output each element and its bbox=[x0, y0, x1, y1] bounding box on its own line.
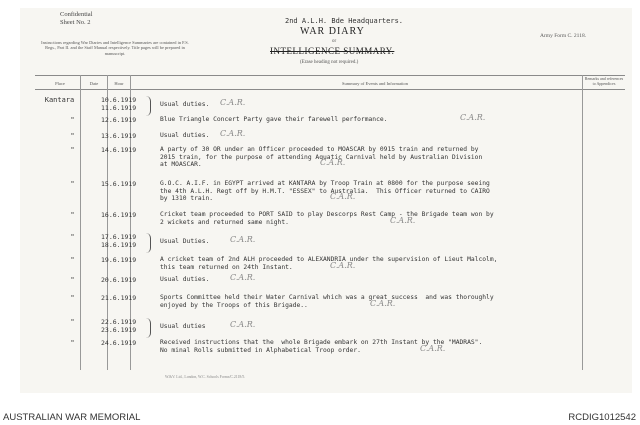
entry-place: " bbox=[70, 276, 75, 284]
entry-place: Kantara bbox=[44, 96, 75, 104]
entry-summary: Blue Triangle Concert Party gave their farewell performance. bbox=[160, 116, 388, 123]
entry-summary: Usual duties. bbox=[160, 276, 210, 283]
unit-heading: 2nd A.L.H. Bde Headquarters. bbox=[285, 17, 404, 25]
entry-date: 12.6.1919 bbox=[101, 116, 137, 124]
confidential-text: Confidential bbox=[60, 11, 93, 18]
officer-initials: C.A.R. bbox=[220, 98, 246, 107]
intelligence-summary-title: INTELLIGENCE SUMMARY. bbox=[270, 46, 395, 56]
entry-summary: Usual duties bbox=[160, 323, 206, 330]
entry-date: 15.6.1919 bbox=[101, 180, 137, 188]
entry-date: 20.6.1919 bbox=[101, 276, 137, 284]
entry-summary: Sports Committee held their Water Carnival which was a great success and was thoroughly enjoyed by the Troops of this Brigade.. bbox=[160, 294, 494, 309]
officer-initials: C.A.R. bbox=[230, 235, 256, 244]
entry-date: 18.6.1919 bbox=[101, 241, 137, 249]
entry-date: 11.6.1919 bbox=[101, 104, 137, 112]
entry-place: " bbox=[70, 132, 75, 140]
officer-initials: C.A.R. bbox=[230, 320, 256, 329]
hour-column-header: Hour bbox=[114, 81, 124, 86]
summary-column-header: Summary of Events and Information bbox=[342, 81, 408, 86]
entry-summary: Usual duties. bbox=[160, 132, 210, 139]
officer-initials: C.A.R. bbox=[330, 260, 356, 270]
entry-place: " bbox=[70, 211, 75, 219]
entry-date: 22.6.1919 bbox=[101, 318, 137, 326]
printer-imprint: W.&V. Ltd., London, W.C. Schools Forms/C.2118/5. bbox=[165, 375, 246, 379]
officer-initials: C.A.R. bbox=[370, 298, 396, 308]
entry-date: 16.6.1919 bbox=[101, 211, 137, 219]
entry-summary: Cricket team proceeded to PORT SAID to play Descorps Rest Camp - the Brigade team won by 2 wickets and returned same night. bbox=[160, 211, 494, 226]
officer-initials: C.A.R. bbox=[420, 343, 446, 353]
entry-place: " bbox=[70, 146, 75, 154]
place-column-header: Place bbox=[55, 81, 65, 86]
entry-place: " bbox=[70, 294, 75, 302]
officer-initials: C.A.R. bbox=[220, 129, 246, 138]
entry-summary: G.O.C. A.I.F. in EGYPT arrived at KANTARA by Troop Train at 0800 for the purpose seeing the 4th A.L.H. Regt off by H.M.T. "ESSEX" to Australia. This Officer returned to CAIRO by 1310 train. bbox=[160, 180, 490, 203]
war-diary-title: WAR DIARY bbox=[300, 26, 365, 37]
sheet-number: Sheet No. 2 bbox=[60, 19, 91, 26]
entry-date: 24.6.1919 bbox=[101, 339, 137, 347]
record-id: RCDIG1012542 bbox=[568, 412, 636, 423]
entry-date: 17.6.1919 bbox=[101, 233, 137, 241]
entry-summary: Usual Duties. bbox=[160, 238, 210, 245]
entry-date: 23.6.1919 bbox=[101, 326, 137, 334]
entry-date: 21.6.1919 bbox=[101, 294, 137, 302]
entry-summary: Usual duties. bbox=[160, 101, 210, 108]
officer-initials: C.A.R. bbox=[460, 113, 486, 122]
or-word: or bbox=[332, 39, 337, 44]
officer-initials: C.A.R. bbox=[330, 192, 356, 202]
entry-date: 19.6.1919 bbox=[101, 256, 137, 264]
date-column-header: Date bbox=[89, 81, 99, 86]
entry-place: " bbox=[70, 339, 75, 347]
officer-initials: C.A.R. bbox=[320, 158, 346, 168]
entry-place: " bbox=[70, 233, 75, 241]
confidential-label bbox=[60, 11, 93, 27]
erase-note: (Erase heading not required.) bbox=[300, 60, 359, 65]
date-brace bbox=[145, 318, 151, 338]
entry-place: " bbox=[70, 318, 75, 326]
entry-summary: A cricket team of 2nd ALH proceeded to ALEXANDRIA under the supervision of Lieut Malcolm, this team returned on 24th Instant. bbox=[160, 256, 498, 271]
entry-place: " bbox=[70, 116, 75, 124]
remarks-column-rule bbox=[582, 75, 583, 370]
entry-date: 10.6.1919 bbox=[101, 96, 137, 104]
officer-initials: C.A.R. bbox=[230, 273, 256, 282]
header-rule-bottom bbox=[35, 89, 625, 90]
entry-place: " bbox=[70, 256, 75, 264]
entry-summary: A party of 30 OR under an Officer proceeded to MOASCAR by 0915 train and returned by 2015 train, for the purpose of attending Aquatic Carnival held by Australian Division at MOASCAR. bbox=[160, 146, 483, 169]
army-form-number: Army Form C. 2118. bbox=[540, 33, 587, 39]
instructions-note: Instructions regarding War Diaries and Intelligence Summaries are contained in F.S. Regs., Part II. and the Staff Manual respectively. Title pages will be prepared in manuscript. bbox=[41, 40, 189, 56]
entry-date: 13.6.1919 bbox=[101, 132, 137, 140]
entry-place: " bbox=[70, 180, 75, 188]
remarks-column-header: Remarks and references to Appendices bbox=[584, 76, 624, 86]
archive-name: AUSTRALIAN WAR MEMORIAL bbox=[3, 412, 141, 423]
date-brace bbox=[145, 96, 151, 116]
officer-initials: C.A.R. bbox=[390, 215, 416, 225]
header-rule-top bbox=[35, 75, 625, 76]
entry-summary: Received instructions that the whole Brigade embark on 27th Instant by the "MADRAS". No minal Rolls submitted in Alphabetical Troop order. bbox=[160, 339, 483, 354]
date-brace bbox=[145, 233, 151, 253]
entry-date: 14.6.1919 bbox=[101, 146, 137, 154]
